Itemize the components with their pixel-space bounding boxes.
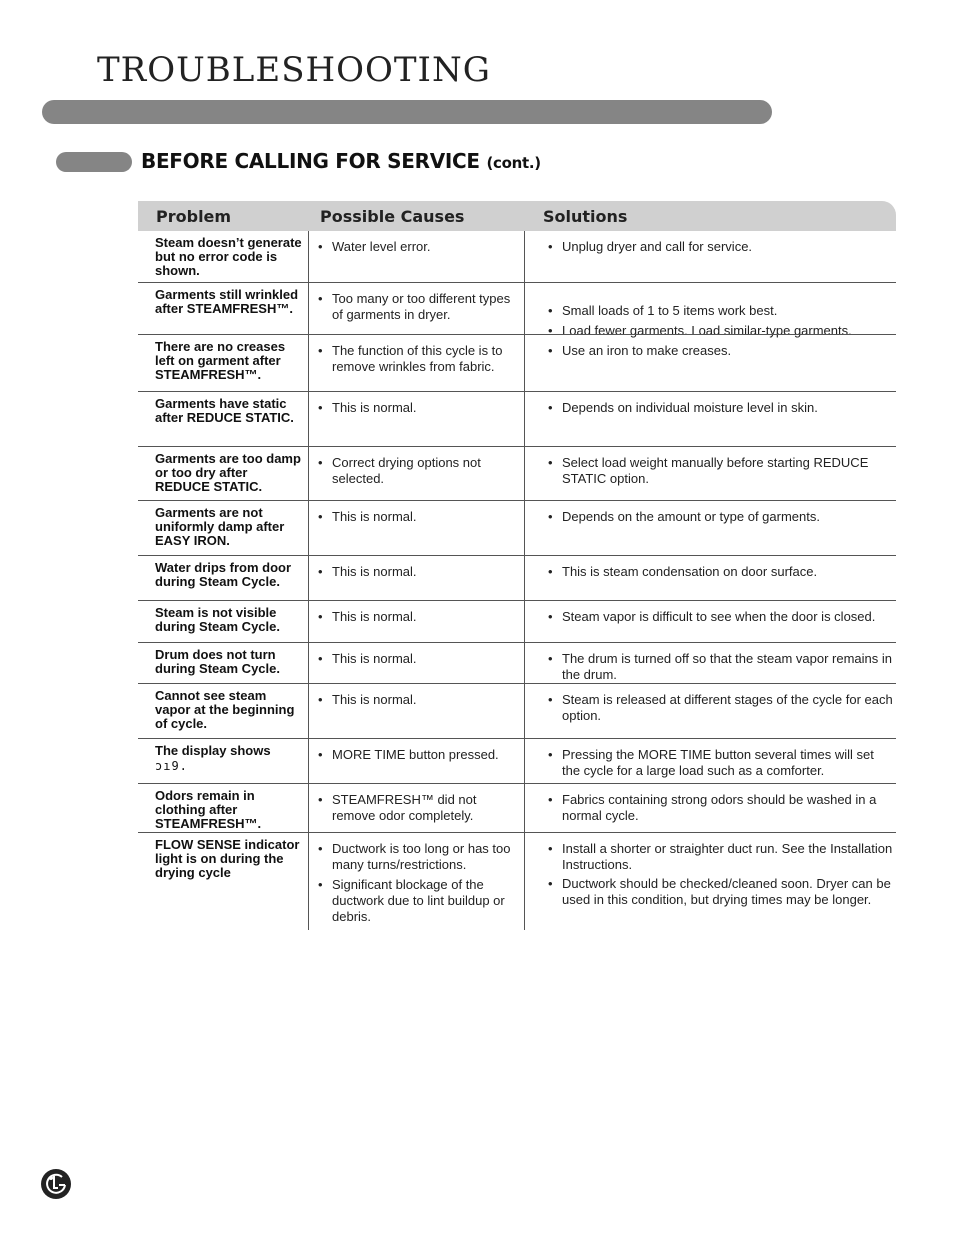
solutions-cell: [524, 392, 897, 446]
cause-bullet: • This is normal.: [332, 564, 512, 580]
solution-bullet: • Fabrics containing strong odors should be washed in a normal cycle.: [562, 792, 894, 824]
problem-cell: [138, 335, 308, 391]
table-row: [138, 231, 896, 282]
problem-cell: [138, 833, 308, 930]
problem-cell: [138, 601, 308, 642]
solution-bullet: • Steam is released at different stages of the cycle for each option.: [562, 692, 894, 724]
problem-text: Steam is not visible during Steam Cycle.: [155, 605, 280, 634]
cause-bullet: • Correct drying options not selected.: [332, 455, 512, 487]
solutions-cell: [524, 283, 897, 338]
table-row: [138, 555, 896, 600]
causes-cell: [308, 335, 524, 391]
problem-text: Garments are too damp or too dry after REDUCE STATIC.: [155, 451, 301, 494]
section-heading: [141, 149, 541, 173]
solutions-cell: [524, 231, 897, 282]
problem-cell: [138, 684, 308, 738]
problem-text: Cannot see steam vapor at the beginning of cycle.: [155, 688, 295, 731]
solution-bullet: • Load fewer garments. Load similar-type garments.: [562, 323, 894, 339]
cause-bullet: • Significant blockage of the ductwork due to lint buildup or debris.: [332, 877, 512, 925]
cause-bullet: • The function of this cycle is to remove wrinkles from fabric.: [332, 343, 512, 375]
solution-bullet: • The drum is turned off so that the steam vapor remains in the drum.: [562, 651, 894, 683]
solutions-cell: [524, 784, 897, 832]
causes-cell: [308, 447, 524, 500]
lg-logo-icon: [40, 1168, 72, 1200]
problem-cell: [138, 392, 308, 446]
page-title: TROUBLESHOOTING: [97, 50, 491, 90]
solutions-cell: [524, 556, 897, 600]
problem-text: Garments have static after REDUCE STATIC.: [155, 396, 294, 425]
solution-bullet: • Ductwork should be checked/cleaned soon. Dryer can be used in this condition, but drying times may be longer.: [562, 876, 894, 908]
solutions-cell: [524, 335, 897, 391]
cause-bullet: • This is normal.: [332, 651, 512, 667]
causes-cell: [308, 601, 524, 642]
causes-cell: [308, 739, 524, 783]
problem-cell: [138, 643, 308, 683]
logo-text: LG: [56, 1198, 58, 1199]
solutions-cell: [524, 601, 897, 642]
problem-text: Garments are not uniformly damp after EASY IRON.: [155, 505, 285, 548]
solution-bullet: • Steam vapor is difficult to see when the door is closed.: [562, 609, 894, 625]
causes-cell: [308, 784, 524, 832]
problem-cell: [138, 447, 308, 500]
troubleshooting-table: [138, 201, 896, 930]
problem-text: Water drips from door during Steam Cycle.: [155, 560, 292, 589]
solutions-cell: [524, 447, 897, 500]
cause-bullet: • Too many or too different types of garments in dryer.: [332, 291, 512, 323]
solution-bullet: • This is steam condensation on door surface.: [562, 564, 894, 580]
table-row: [138, 391, 896, 446]
cause-bullet: • This is normal.: [332, 692, 512, 708]
problem-text: Steam doesn’t generate but no error code is shown.: [155, 235, 302, 278]
causes-cell: [308, 643, 524, 683]
cause-bullet: • This is normal.: [332, 609, 512, 625]
table-row: [138, 446, 896, 500]
table-row: [138, 832, 896, 930]
solutions-cell: [524, 684, 897, 738]
header-solutions: Solutions: [543, 207, 628, 226]
solution-bullet: • Depends on individual moisture level in skin.: [562, 400, 894, 416]
problem-cell: [138, 231, 308, 282]
problem-text: FLOW SENSE indicator light is on during the drying cycle: [155, 837, 300, 880]
causes-cell: [308, 833, 524, 930]
solution-bullet: • Pressing the MORE TIME button several times will set the cycle for a large load such as a comforter.: [562, 747, 894, 779]
problem-text: Drum does not turn during Steam Cycle.: [155, 647, 280, 676]
table-row: [138, 282, 896, 338]
problem-cell: [138, 556, 308, 600]
causes-cell: [308, 283, 524, 334]
solution-bullet: • Depends on the amount or type of garments.: [562, 509, 894, 525]
cause-bullet: • Water level error.: [332, 239, 512, 255]
problem-cell: [138, 784, 308, 832]
section-pill: [56, 152, 132, 172]
solution-bullet: • Install a shorter or straighter duct run. See the Installation Instructions.: [562, 841, 894, 873]
cause-bullet: • This is normal.: [332, 509, 512, 525]
solution-bullet: • Use an iron to make creases.: [562, 343, 894, 359]
header-causes: Possible Causes: [320, 207, 465, 226]
display-code: ɔı9.: [155, 759, 188, 773]
section-suffix: (cont.): [486, 154, 541, 172]
solutions-cell: [524, 833, 897, 930]
table-header: [138, 201, 896, 231]
solution-bullet: • Select load weight manually before starting REDUCE STATIC option.: [562, 455, 894, 487]
problem-text: Odors remain in clothing after STEAMFRESH™.: [155, 788, 262, 831]
problem-cell: [138, 501, 308, 555]
table-row: [138, 683, 896, 738]
table-row: [138, 600, 896, 642]
solutions-cell: [524, 501, 897, 555]
header-problem: Problem: [156, 207, 232, 226]
causes-cell: [308, 556, 524, 600]
table-row: [138, 334, 896, 391]
cause-bullet: • Ductwork is too long or has too many turns/restrictions.: [332, 841, 512, 873]
table-row: [138, 500, 896, 555]
causes-cell: [308, 501, 524, 555]
problem-text: Garments still wrinkled after STEAMFRESH™.: [155, 287, 299, 316]
solution-bullet: • Unplug dryer and call for service.: [562, 239, 894, 255]
solutions-cell: [524, 739, 897, 783]
causes-cell: [308, 684, 524, 738]
cause-bullet: • MORE TIME button pressed.: [332, 747, 512, 763]
table-body: [138, 231, 896, 930]
cause-bullet: • STEAMFRESH™ did not remove odor completely.: [332, 792, 512, 824]
table-row: [138, 738, 896, 783]
causes-cell: [308, 231, 524, 282]
causes-cell: [308, 392, 524, 446]
table-row: [138, 783, 896, 832]
title-bar: [42, 100, 772, 124]
table-row: [138, 642, 896, 683]
section-title: BEFORE CALLING FOR SERVICE: [141, 149, 480, 173]
cause-bullet: • This is normal.: [332, 400, 512, 416]
problem-text: The display shows: [155, 743, 271, 758]
problem-text: There are no creases left on garment after STEAMFRESH™.: [155, 339, 286, 382]
problem-cell: [138, 739, 308, 783]
solutions-cell: [524, 643, 897, 683]
problem-cell: [138, 283, 308, 334]
solution-bullet: • Small loads of 1 to 5 items work best.: [562, 303, 894, 319]
